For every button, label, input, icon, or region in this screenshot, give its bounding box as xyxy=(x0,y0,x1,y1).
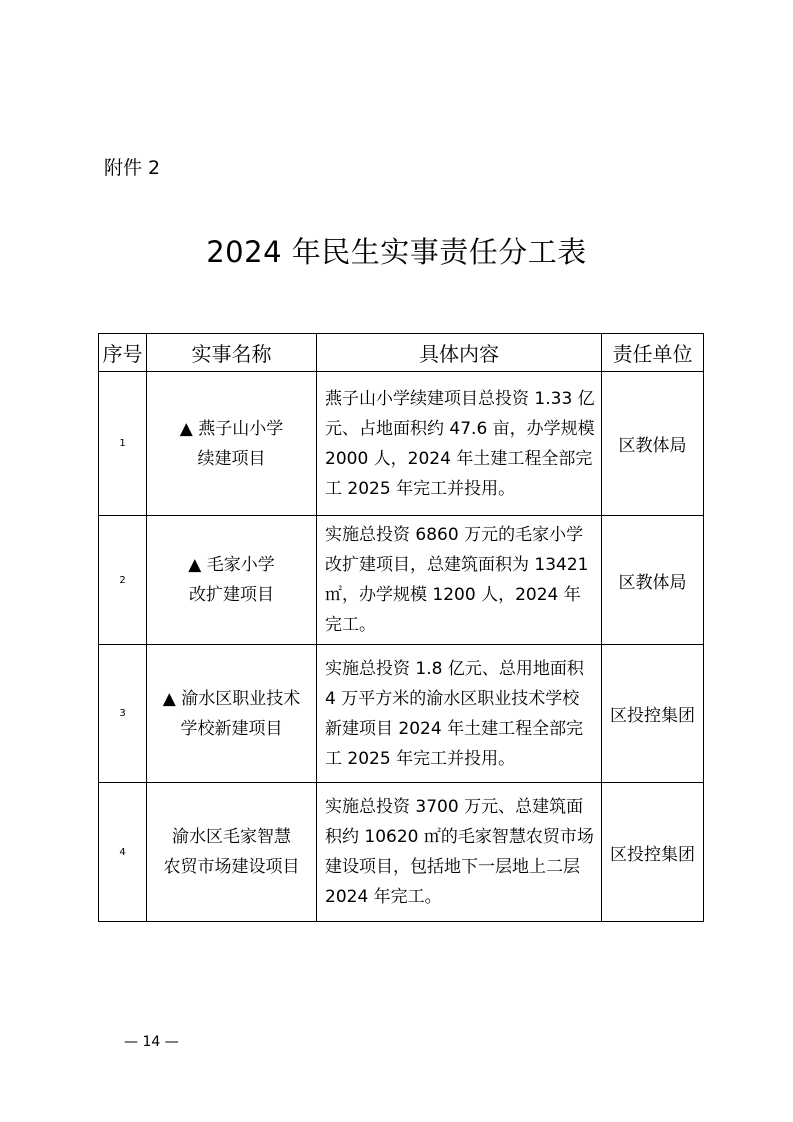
responsible-unit: 区投控集团 xyxy=(602,783,704,922)
project-content: 实施总投资 6860 万元的毛家小学改扩建项目，总建筑面积为 13421 ㎡，办学规模 1200 人，2024 年完工。 xyxy=(317,516,602,645)
table-row xyxy=(99,372,704,516)
project-name xyxy=(147,516,317,645)
document-title: 2024 年民生实事责任分工表 xyxy=(206,235,587,269)
responsible-unit: 区教体局 xyxy=(602,516,704,645)
table-row xyxy=(99,783,704,922)
row-number: 4 xyxy=(99,783,147,922)
project-name-line: 农贸市场建设项目 xyxy=(163,857,300,877)
header-unit: 责任单位 xyxy=(602,334,704,372)
header-number: 序号 xyxy=(99,334,147,372)
responsibility-table xyxy=(98,333,704,922)
project-content: 燕子山小学续建项目总投资 1.33 亿元、占地面积约 47.6 亩，办学规模 2000 人，2024 年土建工程全部完工 2025 年完工并投用。 xyxy=(317,372,602,516)
project-name-line: ▲ 渝水区职业技术 xyxy=(162,688,301,709)
table-row xyxy=(99,645,704,783)
header-content: 具体内容 xyxy=(317,334,602,372)
project-content: 实施总投资 3700 万元、总建筑面积约 10620 ㎡的毛家智慧农贸市场建设项目，包括地下一层地上二层 2024 年完工。 xyxy=(317,783,602,922)
project-name-line: 续建项目 xyxy=(197,448,266,469)
table-header-row xyxy=(99,334,704,372)
project-name xyxy=(147,783,317,922)
responsible-unit: 区教体局 xyxy=(602,372,704,516)
attachment-label: 附件 2 xyxy=(104,157,161,179)
project-name-line: 渝水区毛家智慧 xyxy=(172,827,291,847)
row-number: 2 xyxy=(99,516,147,645)
project-name-line: 学校新建项目 xyxy=(180,718,283,739)
project-name-line: 改扩建项目 xyxy=(189,585,274,605)
responsible-unit: 区投控集团 xyxy=(602,645,704,783)
table-row xyxy=(99,516,704,645)
project-name xyxy=(147,645,317,783)
row-number: 3 xyxy=(99,645,147,783)
project-name-line: ▲ 毛家小学 xyxy=(188,555,275,575)
project-name-line: ▲ 燕子山小学 xyxy=(179,418,284,439)
project-content: 实施总投资 1.8 亿元、总用地面积 4 万平方米的渝水区职业技术学校新建项目 2024 年土建工程全部完工 2025 年完工并投用。 xyxy=(317,645,602,783)
header-name: 实事名称 xyxy=(147,334,317,372)
row-number: 1 xyxy=(99,372,147,516)
page-number: — 14 — xyxy=(124,1034,179,1050)
project-name xyxy=(147,372,317,516)
